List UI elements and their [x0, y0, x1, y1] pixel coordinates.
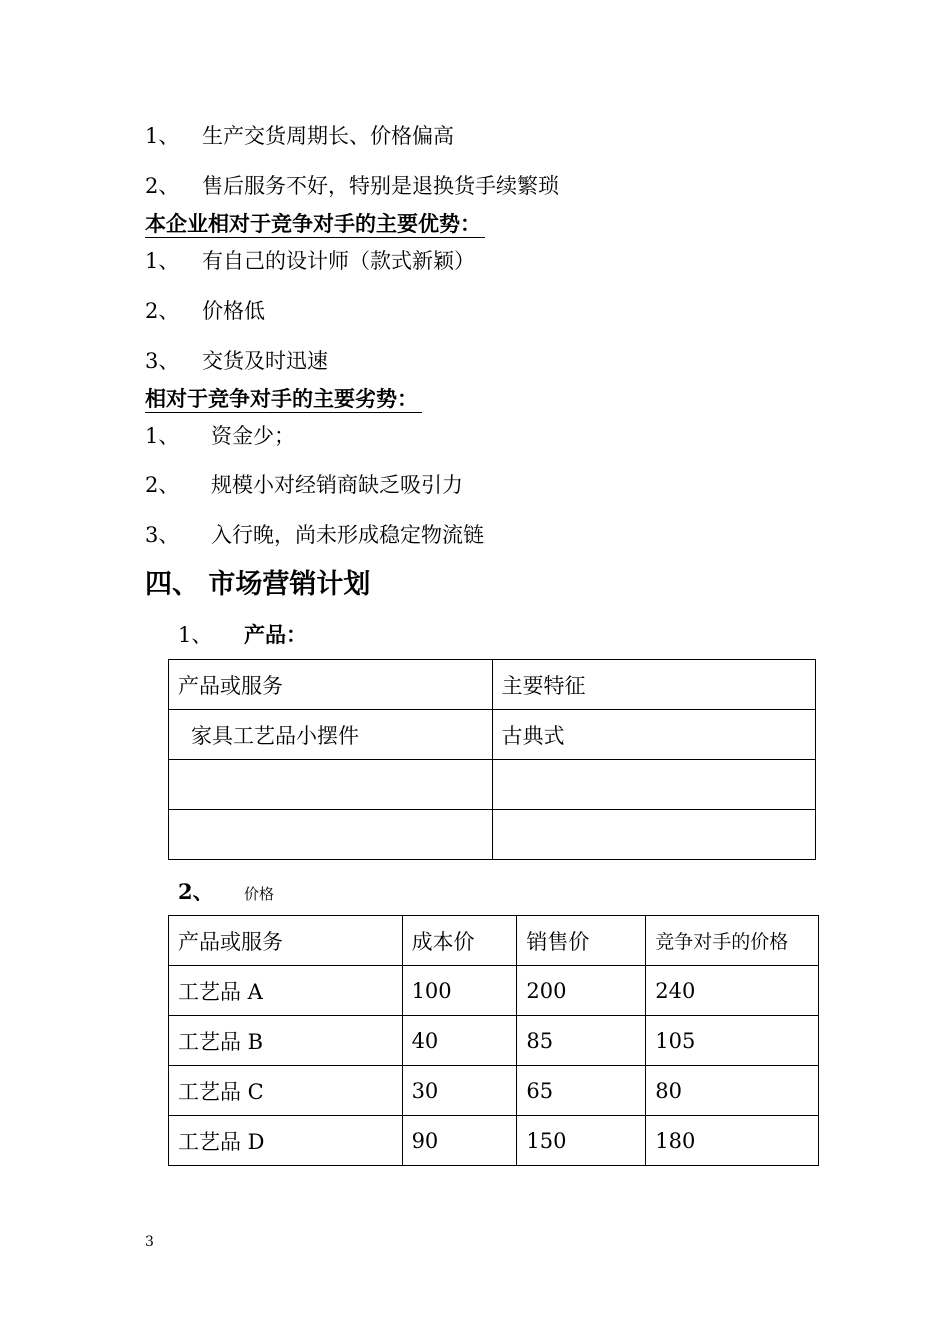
- disadvantage-item-2: [145, 471, 463, 499]
- subheading-number: 1、: [178, 623, 213, 647]
- table-row: [169, 1066, 819, 1116]
- table-cell: 65: [517, 1066, 646, 1116]
- price-table: [168, 915, 819, 1166]
- subheading-label: 产品：: [244, 622, 307, 647]
- table-cell: 90: [402, 1116, 517, 1166]
- table-row: [169, 710, 816, 760]
- item-text: 售后服务不好，特别是退换货手续繁琐: [202, 174, 559, 198]
- table-cell: 105: [646, 1016, 819, 1066]
- table-cell: 85: [517, 1016, 646, 1066]
- table-cell: 工艺品 A: [169, 966, 403, 1016]
- table-row: [169, 760, 816, 810]
- table-header-cell: 竞争对手的价格: [646, 916, 819, 966]
- item-text: 交货及时迅速: [202, 349, 328, 373]
- table-cell: 家具工艺品小摆件: [169, 710, 493, 760]
- item-text: 资金少；: [211, 424, 295, 448]
- table-cell: 工艺品 D: [169, 1116, 403, 1166]
- item-number: 1、: [145, 124, 180, 148]
- weakness-item-1: [145, 122, 454, 150]
- table-cell: 240: [646, 966, 819, 1016]
- product-subheading: [178, 621, 307, 649]
- advantage-item-1: [145, 247, 475, 275]
- item-number: 2、: [145, 174, 180, 198]
- table-row: [169, 1116, 819, 1166]
- table-cell: 80: [646, 1066, 819, 1116]
- table-cell: [492, 760, 816, 810]
- section-title: 四、 市场营销计划: [145, 569, 371, 600]
- subheading-number: 2、: [178, 879, 214, 904]
- item-number: 3、: [145, 523, 180, 547]
- table-cell: [169, 760, 493, 810]
- disadvantage-item-1: [145, 422, 295, 450]
- advantage-item-3: [145, 347, 328, 375]
- table-cell: 150: [517, 1116, 646, 1166]
- table-cell: [492, 810, 816, 860]
- table-cell: 180: [646, 1116, 819, 1166]
- table-header-cell: 产品或服务: [169, 660, 493, 710]
- product-table: [168, 659, 816, 860]
- item-number: 1、: [145, 249, 180, 273]
- table-cell: 40: [402, 1016, 517, 1066]
- disadvantages-heading: 相对于竞争对手的主要劣势：: [145, 386, 422, 413]
- weakness-item-2: [145, 172, 559, 200]
- table-cell: 100: [402, 966, 517, 1016]
- table-cell: 30: [402, 1066, 517, 1116]
- price-subheading: [178, 878, 274, 908]
- item-number: 1、: [145, 424, 180, 448]
- table-cell: 古典式: [492, 710, 816, 760]
- advantages-heading: 本企业相对于竞争对手的主要优势：: [145, 211, 485, 238]
- table-cell: 200: [517, 966, 646, 1016]
- table-cell: 工艺品 B: [169, 1016, 403, 1066]
- table-row: [169, 810, 816, 860]
- item-text: 生产交货周期长、价格偏高: [202, 124, 454, 148]
- subheading-label: 价格: [244, 885, 275, 903]
- item-number: 2、: [145, 473, 180, 497]
- table-header-row: [169, 916, 819, 966]
- table-cell: 工艺品 C: [169, 1066, 403, 1116]
- table-header-cell: 销售价: [517, 916, 646, 966]
- table-header-cell: 成本价: [402, 916, 517, 966]
- item-text: 有自己的设计师（款式新颖）: [202, 249, 475, 273]
- item-number: 3、: [145, 349, 180, 373]
- item-number: 2、: [145, 299, 180, 323]
- disadvantage-item-3: [145, 521, 484, 549]
- table-row: [169, 1016, 819, 1066]
- item-text: 规模小对经销商缺乏吸引力: [211, 473, 463, 497]
- table-cell: [169, 810, 493, 860]
- table-header-cell: 产品或服务: [169, 916, 403, 966]
- page-number: 3: [145, 1234, 154, 1250]
- item-text: 入行晚，尚未形成稳定物流链: [211, 523, 484, 547]
- table-row: [169, 966, 819, 1016]
- item-text: 价格低: [202, 299, 265, 323]
- table-header-cell: 主要特征: [492, 660, 816, 710]
- table-header-row: [169, 660, 816, 710]
- advantage-item-2: [145, 297, 265, 325]
